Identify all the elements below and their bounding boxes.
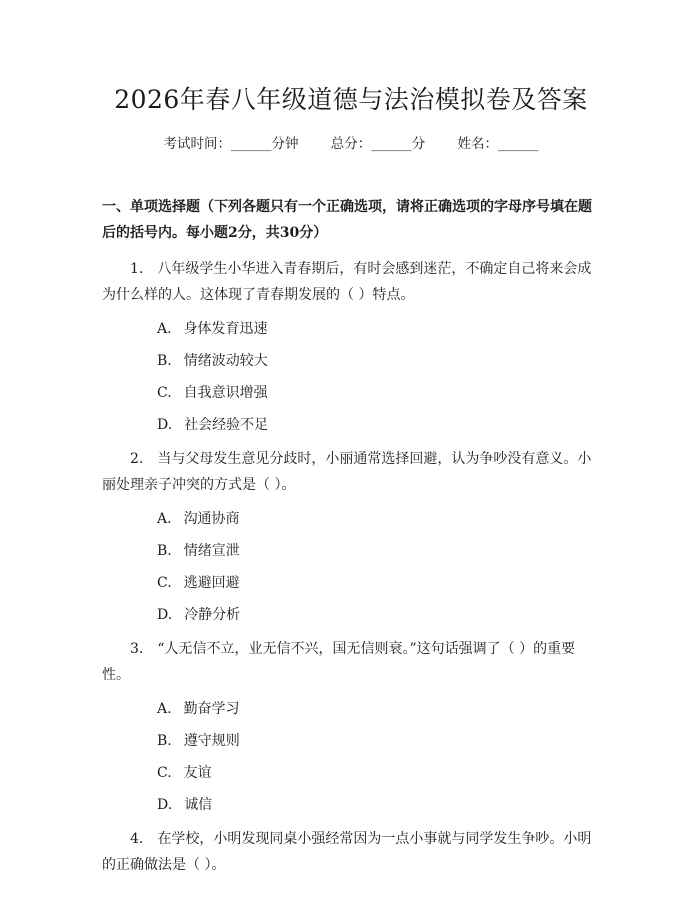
option-letter: B. [157, 543, 172, 559]
question-text [102, 256, 600, 308]
option-item[interactable] [157, 508, 600, 530]
page-title: 2026年春八年级道德与法治模拟卷及答案 [114, 85, 588, 114]
option-item[interactable] [157, 730, 600, 752]
option-item[interactable] [157, 350, 600, 372]
option-text: 沟通协商 [183, 511, 240, 527]
option-item[interactable] [157, 414, 600, 436]
question-stem: 在学校，小明发现同桌小强经常因为一点小事就与同学发生争吵。小明的正确做法是（ ）。 [102, 831, 592, 873]
question-stem: “人无信不立，业无信不兴，国无信则衰。”这句话强调了（ ）的重要性。 [102, 641, 576, 683]
option-item[interactable] [157, 382, 600, 404]
question-number: 2. [130, 451, 144, 467]
option-text: 情绪宣泄 [183, 543, 240, 559]
option-letter: A. [157, 321, 172, 337]
question-text [102, 826, 600, 878]
question-number: 1. [130, 261, 144, 277]
option-item[interactable] [157, 318, 600, 340]
student-name-field: 姓名：______ [457, 136, 539, 152]
option-item[interactable] [157, 698, 600, 720]
option-text: 诚信 [184, 797, 213, 813]
option-letter: C. [157, 575, 172, 591]
option-letter: B. [157, 353, 172, 369]
option-item[interactable] [157, 572, 600, 594]
total-score-field: 总分：______分 [330, 136, 426, 152]
option-letter: A. [157, 511, 172, 527]
question-stem: 八年级学生小华进入青春期后，有时会感到迷茫，不确定自己将来会成为什么样的人。这体现了青春期发展的（ ）特点。 [102, 261, 592, 303]
option-letter: D. [157, 417, 173, 433]
option-list [102, 508, 600, 626]
option-text: 情绪波动较大 [183, 353, 268, 369]
option-text: 遵守规则 [183, 733, 240, 749]
question-text [102, 636, 600, 688]
option-text: 自我意识增强 [183, 385, 268, 401]
question-number: 3. [130, 641, 144, 657]
option-letter: C. [157, 385, 172, 401]
option-text: 冷静分析 [184, 607, 241, 623]
option-text: 勤奋学习 [183, 701, 240, 717]
question-stem: 当与父母发生意见分歧时，小丽通常选择回避，认为争吵没有意义。小丽处理亲子冲突的方式是（ ）。 [102, 451, 592, 493]
section-heading: 一、单项选择题（下列各题只有一个正确选项，请将正确选项的字母序号填在题后的括号内。每小题2分，共30分） [102, 199, 592, 241]
question-block [102, 446, 600, 626]
option-text: 身体发育迅速 [183, 321, 268, 337]
exam-time-field: 考试时间：______分钟 [163, 136, 299, 152]
option-list [102, 698, 600, 816]
option-text: 友谊 [183, 765, 212, 781]
question-block [102, 826, 600, 878]
option-text: 逃避回避 [183, 575, 240, 591]
option-letter: C. [157, 765, 172, 781]
option-item[interactable] [157, 540, 600, 562]
option-item[interactable] [157, 762, 600, 784]
option-letter: B. [157, 733, 172, 749]
question-block [102, 636, 600, 816]
option-letter: D. [157, 797, 173, 813]
question-text [102, 446, 600, 498]
option-text: 社会经验不足 [184, 417, 269, 433]
question-block [102, 256, 600, 436]
option-item[interactable] [157, 794, 600, 816]
question-number: 4. [130, 831, 144, 847]
option-item[interactable] [157, 604, 600, 626]
option-list [102, 318, 600, 436]
option-letter: D. [157, 607, 173, 623]
option-letter: A. [157, 701, 172, 717]
exam-meta [102, 134, 600, 154]
